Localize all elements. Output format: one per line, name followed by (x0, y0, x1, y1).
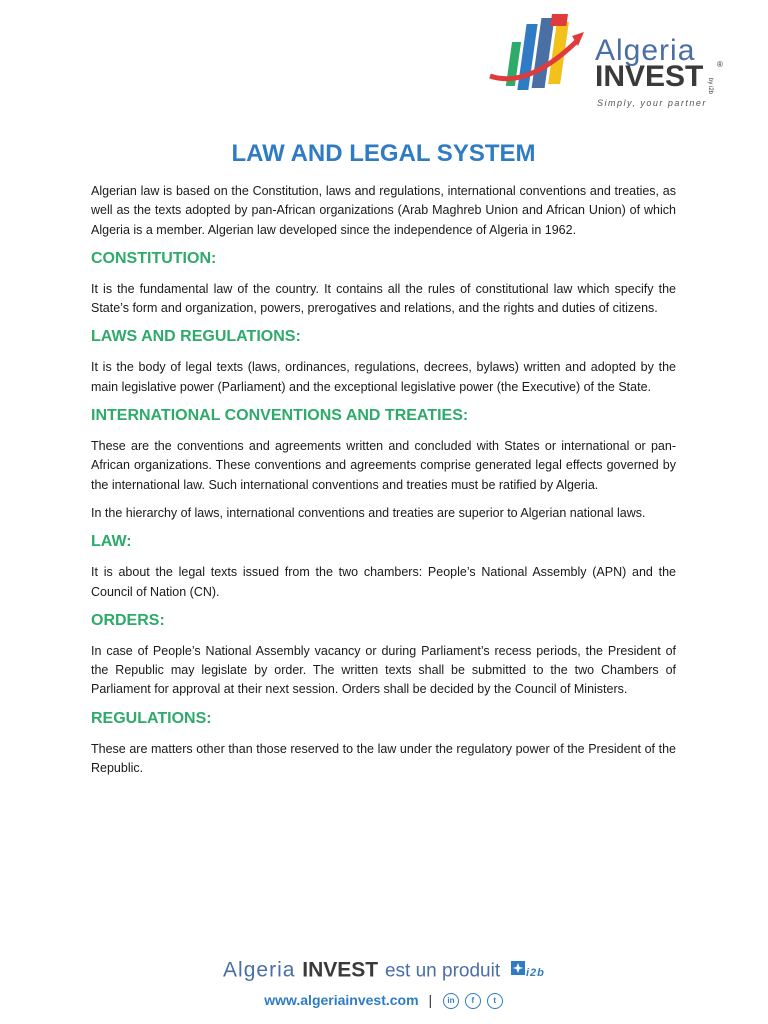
section-paragraph: These are the conventions and agreements written and concluded with States or international or pan-African organizations. These conventions and agreements comprise generated legal effects governed by the international law. Such international conventions and treaties must be ratified by Algeria. (91, 439, 676, 492)
section-paragraph: It is the fundamental law of the country. It contains all the rules of constitutional law which specify the State’s form and organization, powers, prerogatives and relations, and the rights and duties of citizens. (91, 281, 676, 316)
document-body (91, 140, 676, 787)
logo-tagline: Simply, your partner (597, 98, 707, 108)
section-paragraph: These are matters other than those reserved to the law under the regulatory power of the President of the Republic. (91, 741, 676, 776)
website-link[interactable]: www.algeriainvest.com (264, 992, 419, 1008)
section-paragraph: In the hierarchy of laws, international conventions and treaties are superior to Algerian national laws. (91, 505, 646, 520)
i2b-logo-text: i2b (525, 967, 545, 978)
section-heading-international-conventions: INTERNATIONAL CONVENTIONS AND TREATIES: (91, 407, 469, 425)
footer-brand-light: Algeria (223, 958, 296, 982)
linkedin-icon[interactable]: in (443, 993, 459, 1009)
footer-product-text: est un produit (384, 960, 501, 982)
facebook-icon[interactable]: f (465, 993, 481, 1009)
page-footer (0, 958, 768, 1009)
logo-word-algeria: Algeria (595, 34, 696, 67)
footer-separator: | (428, 992, 433, 1008)
logo-word-invest: INVEST (595, 60, 704, 93)
section-heading-constitution: CONSTITUTION: (91, 249, 217, 267)
section-heading-law: LAW: (91, 533, 132, 551)
i2b-logo-icon (511, 958, 545, 984)
bar-chart-logo-icon (488, 14, 588, 102)
footer-contact-line (0, 992, 768, 1009)
section-heading-regulations: REGULATIONS: (91, 709, 212, 727)
algeria-invest-logo (488, 14, 738, 108)
page-title: LAW AND LEGAL SYSTEM (231, 140, 536, 167)
intro-paragraph: Algerian law is based on the Constitution, laws and regulations, international conventions and treaties, as well as the texts adopted by pan-African organizations (Arab Maghreb Union and African Union) of which Algeria is a member. Algerian law developed since the independence of Algeria in 1962. (91, 184, 676, 237)
section-heading-orders: ORDERS: (91, 611, 165, 629)
section-paragraph: It is the body of legal texts (laws, ordinances, regulations, decrees, bylaws) written and adopted by the main legislative power (Parliament) and the exceptional legislative power (the Executive) of the State. (91, 360, 676, 394)
section-heading-laws-and-regulations: LAWS AND REGULATIONS: (91, 328, 301, 346)
registered-mark: ® (717, 60, 723, 69)
footer-brand-bold: INVEST (302, 958, 379, 982)
section-paragraph: It is about the legal texts issued from the two chambers: People’s National Assembly (APN) and the Council of Nation (CN). (91, 565, 676, 599)
twitter-icon[interactable]: t (487, 993, 503, 1009)
footer-brand-line (0, 958, 768, 984)
section-paragraph: In case of People’s National Assembly vacancy or during Parliament’s recess periods, the President of the Republic may legislate by order. The written texts shall be submitted to the two Chambers of Parliament for approval at their next session. Orders shall be decided by the Council of Ministers. (91, 643, 676, 697)
logo-by-label: by i2b (707, 78, 713, 95)
